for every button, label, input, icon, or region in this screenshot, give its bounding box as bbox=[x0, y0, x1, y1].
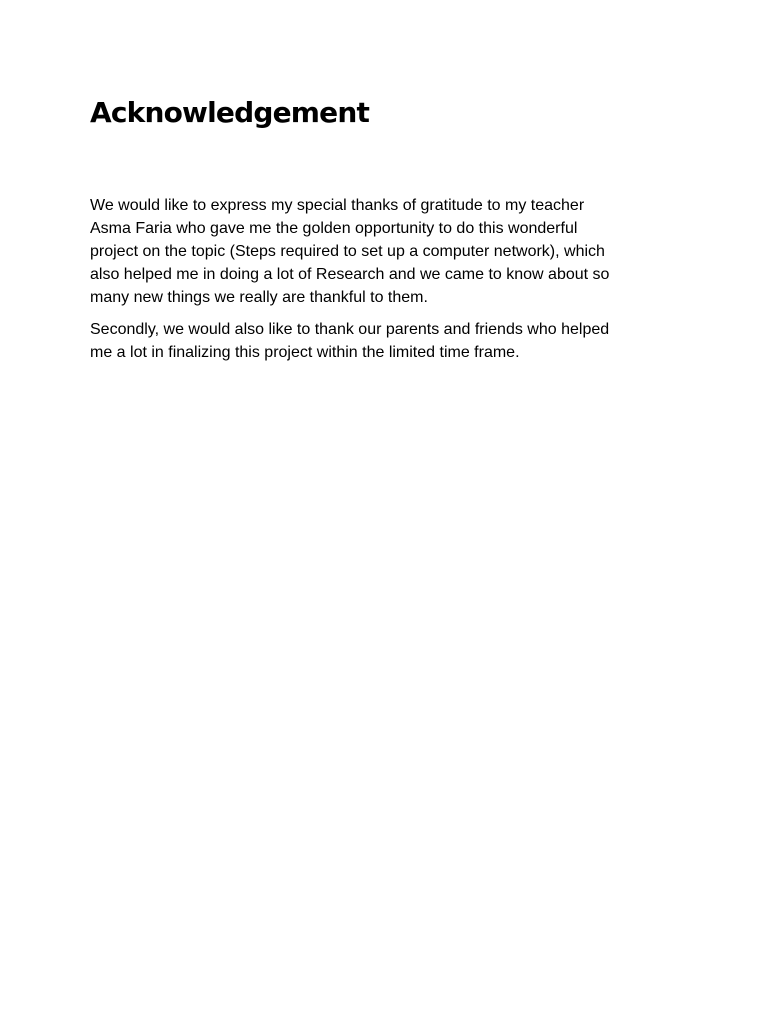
page-title: Acknowledgement bbox=[90, 96, 370, 129]
document-body bbox=[90, 194, 680, 373]
paragraph-line: Asma Faria who gave me the golden opportunity to do this wonderful bbox=[90, 220, 578, 237]
paragraph-line: me a lot in finalizing this project within the limited time frame. bbox=[90, 344, 520, 361]
paragraph-gratitude-parents bbox=[90, 318, 680, 364]
paragraph-line: project on the topic (Steps required to set up a computer network), which bbox=[90, 243, 605, 260]
paragraph-line: also helped me in doing a lot of Research and we came to know about so bbox=[90, 266, 610, 283]
paragraph-line: Secondly, we would also like to thank our parents and friends who helped bbox=[90, 321, 610, 338]
paragraph-line: We would like to express my special thanks of gratitude to my teacher bbox=[90, 197, 585, 214]
paragraph-line: many new things we really are thankful to them. bbox=[90, 289, 428, 306]
paragraph-gratitude-teacher bbox=[90, 194, 680, 309]
